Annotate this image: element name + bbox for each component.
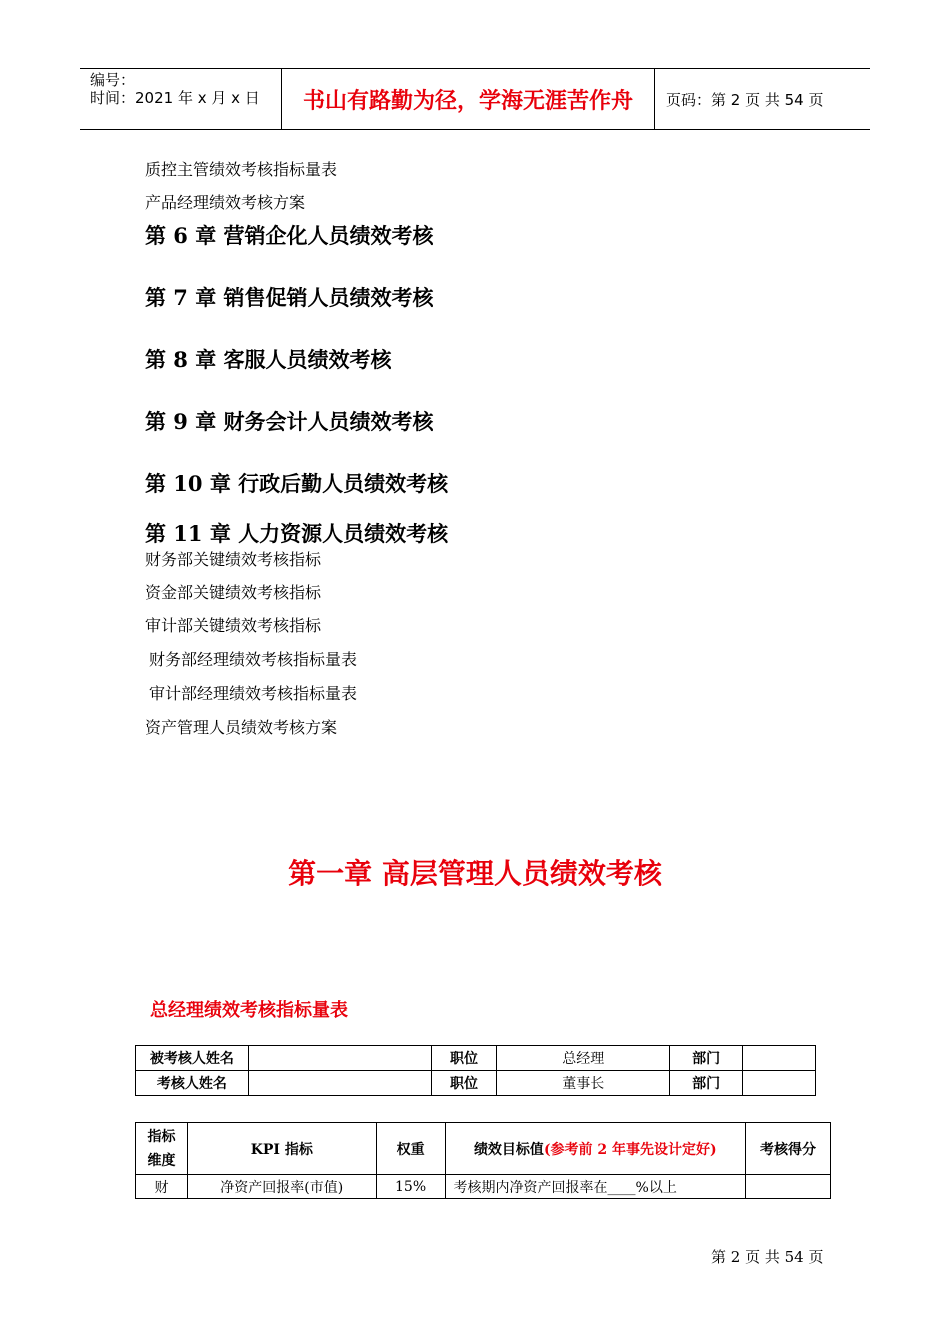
department-value[interactable] — [743, 1071, 816, 1096]
position-value[interactable]: 总经理 — [497, 1046, 670, 1071]
table-header-row — [136, 1123, 831, 1175]
assessee-name-value[interactable] — [248, 1046, 431, 1071]
dimension-header — [136, 1123, 188, 1175]
table-row — [136, 1175, 831, 1199]
toc-item[interactable]: 质控主管绩效考核指标量表 — [145, 160, 338, 179]
table-row — [136, 1046, 816, 1071]
toc-chapter[interactable]: 第 7 章 销售促销人员绩效考核 — [145, 285, 434, 310]
toc-item[interactable]: 审计部关键绩效考核指标 — [145, 616, 322, 635]
assessor-name-label: 考核人姓名 — [136, 1071, 249, 1096]
dimension-header-line1: 指标 — [147, 1128, 176, 1145]
position-value[interactable]: 董事长 — [497, 1071, 670, 1096]
target-header-note: (参考前 2 年事先设计定好) — [543, 1141, 717, 1158]
header-divider — [654, 69, 655, 129]
header-page-info: 页码：第 2 页 共 54 页 — [666, 90, 824, 109]
weight-cell: 15% — [376, 1175, 445, 1199]
table-row — [136, 1071, 816, 1096]
code-label: 编号： — [90, 71, 136, 89]
header-motto: 书山有路勤为径，学海无涯苦作舟 — [302, 87, 633, 114]
chapter-title: 第一章 高层管理人员绩效考核 — [288, 857, 662, 890]
dimension-cell: 财 — [136, 1175, 188, 1199]
weight-header: 权重 — [376, 1123, 445, 1175]
toc-item[interactable]: 产品经理绩效考核方案 — [145, 193, 306, 212]
score-header: 考核得分 — [746, 1123, 831, 1175]
section-title: 总经理绩效考核指标量表 — [150, 1000, 348, 1021]
page-footer: 第 2 页 共 54 页 — [711, 1248, 824, 1266]
score-cell[interactable] — [746, 1175, 831, 1199]
kpi-table — [135, 1122, 831, 1199]
header-meta — [90, 71, 260, 107]
page-header — [80, 68, 870, 130]
toc-chapter[interactable]: 第 6 章 营销企化人员绩效考核 — [145, 223, 434, 248]
position-label: 职位 — [431, 1071, 497, 1096]
assessee-info-table — [135, 1045, 816, 1096]
toc-chapter[interactable]: 第 10 章 行政后勤人员绩效考核 — [145, 471, 449, 496]
kpi-header: KPI 指标 — [187, 1123, 376, 1175]
assessor-name-value[interactable] — [248, 1071, 431, 1096]
toc-item[interactable]: 审计部经理绩效考核指标量表 — [149, 684, 358, 703]
toc-chapter[interactable]: 第 11 章 人力资源人员绩效考核 — [145, 521, 449, 546]
target-header — [445, 1123, 746, 1175]
toc-item[interactable]: 资金部关键绩效考核指标 — [145, 583, 322, 602]
department-label: 部门 — [670, 1071, 743, 1096]
target-cell: 考核期内净资产回报率在____%以上 — [445, 1175, 746, 1199]
toc-chapter[interactable]: 第 8 章 客服人员绩效考核 — [145, 347, 392, 372]
time-label: 时间：2021 年 x 月 x 日 — [90, 89, 260, 107]
dimension-header-line2: 维度 — [147, 1152, 176, 1169]
kpi-cell: 净资产回报率(市值) — [187, 1175, 376, 1199]
toc-item[interactable]: 财务部经理绩效考核指标量表 — [149, 650, 358, 669]
toc-chapter[interactable]: 第 9 章 财务会计人员绩效考核 — [145, 409, 434, 434]
toc-item[interactable]: 资产管理人员绩效考核方案 — [145, 718, 338, 737]
target-header-label: 绩效目标值 — [473, 1141, 544, 1158]
department-value[interactable] — [743, 1046, 816, 1071]
position-label: 职位 — [431, 1046, 497, 1071]
toc-item[interactable]: 财务部关键绩效考核指标 — [145, 550, 322, 569]
assessee-name-label: 被考核人姓名 — [136, 1046, 249, 1071]
department-label: 部门 — [670, 1046, 743, 1071]
